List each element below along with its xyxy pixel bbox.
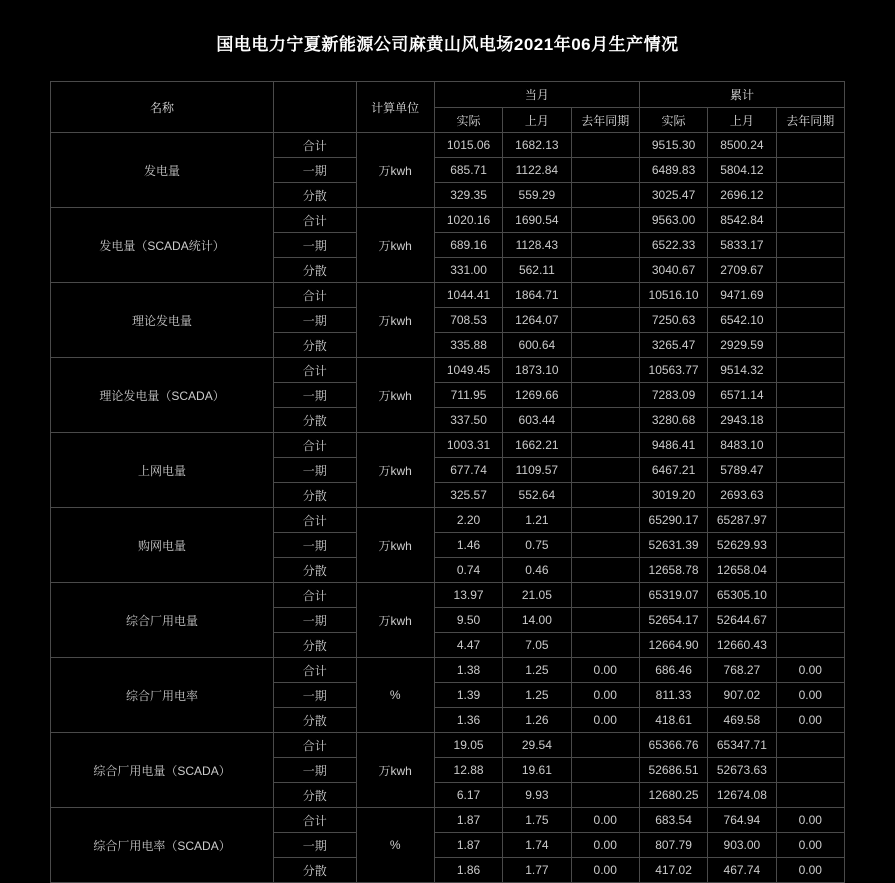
row-subcategory: 分散	[274, 258, 356, 283]
cell-cum-yoy	[776, 208, 844, 233]
row-subcategory: 合计	[274, 658, 356, 683]
cell-cum-actual: 12680.25	[639, 783, 707, 808]
cell-month-actual: 1.86	[434, 858, 502, 883]
row-group-unit: 万kwh	[356, 733, 434, 808]
header-month-last: 上月	[503, 108, 571, 133]
row-subcategory: 合计	[274, 358, 356, 383]
cell-month-actual: 6.17	[434, 783, 502, 808]
row-group-name: 上网电量	[51, 433, 274, 508]
cell-cum-actual: 9515.30	[639, 133, 707, 158]
row-group-unit: %	[356, 658, 434, 733]
cell-month-last: 14.00	[503, 608, 571, 633]
cell-month-yoy	[571, 733, 639, 758]
cell-cum-yoy	[776, 433, 844, 458]
cell-cum-actual: 6467.21	[639, 458, 707, 483]
cell-month-yoy	[571, 608, 639, 633]
cell-cum-actual: 686.46	[639, 658, 707, 683]
cell-cum-last: 52629.93	[708, 533, 776, 558]
row-subcategory: 分散	[274, 558, 356, 583]
cell-cum-actual: 52686.51	[639, 758, 707, 783]
cell-month-actual: 4.47	[434, 633, 502, 658]
cell-cum-last: 8483.10	[708, 433, 776, 458]
table-row	[51, 358, 845, 383]
cell-cum-last: 52644.67	[708, 608, 776, 633]
cell-cum-actual: 7250.63	[639, 308, 707, 333]
row-subcategory: 一期	[274, 758, 356, 783]
cell-month-yoy: 0.00	[571, 808, 639, 833]
cell-month-yoy	[571, 483, 639, 508]
cell-cum-actual: 9563.00	[639, 208, 707, 233]
cell-month-yoy	[571, 358, 639, 383]
cell-cum-yoy	[776, 633, 844, 658]
cell-cum-actual: 6489.83	[639, 158, 707, 183]
cell-month-yoy	[571, 133, 639, 158]
cell-cum-actual: 3265.47	[639, 333, 707, 358]
row-subcategory: 一期	[274, 383, 356, 408]
cell-cum-last: 2943.18	[708, 408, 776, 433]
cell-month-yoy	[571, 558, 639, 583]
cell-cum-actual: 65290.17	[639, 508, 707, 533]
cell-cum-last: 6571.14	[708, 383, 776, 408]
row-subcategory: 合计	[274, 583, 356, 608]
cell-month-actual: 1044.41	[434, 283, 502, 308]
cell-cum-actual: 3025.47	[639, 183, 707, 208]
cell-cum-last: 907.02	[708, 683, 776, 708]
cell-month-last: 1.74	[503, 833, 571, 858]
row-subcategory: 一期	[274, 308, 356, 333]
cell-cum-yoy: 0.00	[776, 658, 844, 683]
cell-cum-actual: 12664.90	[639, 633, 707, 658]
table-row	[51, 583, 845, 608]
cell-month-last: 9.93	[503, 783, 571, 808]
cell-month-actual: 1003.31	[434, 433, 502, 458]
cell-month-last: 1864.71	[503, 283, 571, 308]
cell-month-actual: 685.71	[434, 158, 502, 183]
header-cum-actual: 实际	[639, 108, 707, 133]
row-subcategory: 合计	[274, 283, 356, 308]
cell-month-yoy	[571, 583, 639, 608]
cell-month-last: 1.77	[503, 858, 571, 883]
cell-cum-last: 5789.47	[708, 458, 776, 483]
cell-month-last: 1269.66	[503, 383, 571, 408]
cell-cum-last: 9471.69	[708, 283, 776, 308]
cell-cum-last: 52673.63	[708, 758, 776, 783]
cell-month-actual: 1049.45	[434, 358, 502, 383]
cell-month-yoy: 0.00	[571, 858, 639, 883]
cell-cum-actual: 3019.20	[639, 483, 707, 508]
cell-cum-yoy	[776, 458, 844, 483]
cell-cum-last: 9514.32	[708, 358, 776, 383]
cell-month-last: 1.25	[503, 683, 571, 708]
cell-month-yoy	[571, 408, 639, 433]
table-row	[51, 433, 845, 458]
row-group-name: 综合厂用电率（SCADA）	[51, 808, 274, 883]
cell-month-last: 1128.43	[503, 233, 571, 258]
cell-cum-last: 12658.04	[708, 558, 776, 583]
cell-month-yoy	[571, 783, 639, 808]
row-group-name: 发电量	[51, 133, 274, 208]
cell-cum-actual: 10563.77	[639, 358, 707, 383]
cell-month-yoy	[571, 458, 639, 483]
cell-month-actual: 1.87	[434, 808, 502, 833]
cell-cum-yoy	[776, 133, 844, 158]
cell-month-yoy	[571, 208, 639, 233]
cell-cum-yoy: 0.00	[776, 858, 844, 883]
cell-cum-yoy: 0.00	[776, 833, 844, 858]
cell-cum-last: 903.00	[708, 833, 776, 858]
row-subcategory: 分散	[274, 408, 356, 433]
production-report-table	[50, 81, 845, 883]
cell-cum-last: 467.74	[708, 858, 776, 883]
cell-month-actual: 1.39	[434, 683, 502, 708]
cell-month-yoy: 0.00	[571, 683, 639, 708]
header-cumulative: 累计	[639, 82, 844, 108]
cell-cum-actual: 10516.10	[639, 283, 707, 308]
cell-cum-last: 2709.67	[708, 258, 776, 283]
row-group-unit: 万kwh	[356, 433, 434, 508]
cell-cum-actual: 418.61	[639, 708, 707, 733]
cell-month-last: 1.75	[503, 808, 571, 833]
table-body	[51, 133, 845, 883]
cell-month-last: 1690.54	[503, 208, 571, 233]
table-row	[51, 283, 845, 308]
cell-cum-actual: 6522.33	[639, 233, 707, 258]
cell-cum-yoy	[776, 733, 844, 758]
row-group-name: 理论发电量（SCADA）	[51, 358, 274, 433]
cell-month-actual: 335.88	[434, 333, 502, 358]
table-row	[51, 133, 845, 158]
row-subcategory: 合计	[274, 733, 356, 758]
cell-month-actual: 708.53	[434, 308, 502, 333]
cell-month-yoy	[571, 233, 639, 258]
cell-month-last: 1.21	[503, 508, 571, 533]
row-group-unit: 万kwh	[356, 133, 434, 208]
row-group-name: 发电量（SCADA统计）	[51, 208, 274, 283]
table-header	[51, 82, 845, 133]
header-current-month: 当月	[434, 82, 639, 108]
row-subcategory: 分散	[274, 183, 356, 208]
cell-month-last: 552.64	[503, 483, 571, 508]
cell-cum-yoy	[776, 333, 844, 358]
cell-month-yoy	[571, 433, 639, 458]
row-subcategory: 一期	[274, 458, 356, 483]
row-subcategory: 分散	[274, 483, 356, 508]
cell-cum-yoy	[776, 508, 844, 533]
cell-cum-last: 768.27	[708, 658, 776, 683]
row-subcategory: 分散	[274, 633, 356, 658]
cell-month-actual: 13.97	[434, 583, 502, 608]
header-month-actual: 实际	[434, 108, 502, 133]
row-subcategory: 一期	[274, 608, 356, 633]
cell-month-actual: 1.36	[434, 708, 502, 733]
row-subcategory: 合计	[274, 508, 356, 533]
cell-month-last: 1264.07	[503, 308, 571, 333]
table-row	[51, 658, 845, 683]
cell-month-actual: 1.38	[434, 658, 502, 683]
cell-cum-last: 2693.63	[708, 483, 776, 508]
cell-cum-yoy	[776, 383, 844, 408]
table-row	[51, 208, 845, 233]
cell-month-yoy	[571, 183, 639, 208]
cell-month-last: 1.26	[503, 708, 571, 733]
row-group-name: 理论发电量	[51, 283, 274, 358]
cell-month-actual: 1020.16	[434, 208, 502, 233]
cell-cum-last: 12674.08	[708, 783, 776, 808]
cell-cum-last: 469.58	[708, 708, 776, 733]
cell-cum-yoy: 0.00	[776, 708, 844, 733]
row-subcategory: 合计	[274, 208, 356, 233]
report-table-container	[50, 81, 845, 883]
cell-month-last: 29.54	[503, 733, 571, 758]
cell-cum-yoy	[776, 358, 844, 383]
cell-cum-last: 12660.43	[708, 633, 776, 658]
cell-month-actual: 711.95	[434, 383, 502, 408]
cell-month-last: 0.46	[503, 558, 571, 583]
cell-month-yoy	[571, 533, 639, 558]
cell-cum-last: 5804.12	[708, 158, 776, 183]
cell-month-actual: 325.57	[434, 483, 502, 508]
cell-cum-yoy	[776, 558, 844, 583]
row-subcategory: 合计	[274, 808, 356, 833]
row-subcategory: 合计	[274, 133, 356, 158]
cell-cum-actual: 9486.41	[639, 433, 707, 458]
cell-cum-last: 5833.17	[708, 233, 776, 258]
row-group-name: 综合厂用电量（SCADA）	[51, 733, 274, 808]
cell-month-yoy	[571, 258, 639, 283]
cell-month-actual: 1015.06	[434, 133, 502, 158]
cell-cum-yoy	[776, 583, 844, 608]
cell-month-actual: 0.74	[434, 558, 502, 583]
cell-month-yoy: 0.00	[571, 708, 639, 733]
table-row	[51, 733, 845, 758]
header-cum-last: 上月	[708, 108, 776, 133]
cell-month-last: 19.61	[503, 758, 571, 783]
cell-month-last: 1.25	[503, 658, 571, 683]
cell-month-yoy	[571, 383, 639, 408]
cell-cum-yoy	[776, 308, 844, 333]
cell-cum-last: 8542.84	[708, 208, 776, 233]
row-group-unit: 万kwh	[356, 358, 434, 433]
header-cum-yoy: 去年同期	[776, 108, 844, 133]
row-group-unit: %	[356, 808, 434, 883]
cell-cum-actual: 683.54	[639, 808, 707, 833]
cell-month-actual: 689.16	[434, 233, 502, 258]
cell-cum-yoy	[776, 183, 844, 208]
row-subcategory: 分散	[274, 858, 356, 883]
cell-cum-yoy: 0.00	[776, 808, 844, 833]
row-subcategory: 合计	[274, 433, 356, 458]
cell-cum-yoy	[776, 233, 844, 258]
cell-cum-actual: 3280.68	[639, 408, 707, 433]
cell-cum-actual: 12658.78	[639, 558, 707, 583]
cell-month-last: 1682.13	[503, 133, 571, 158]
cell-month-last: 603.44	[503, 408, 571, 433]
cell-month-actual: 1.46	[434, 533, 502, 558]
header-subrow-spacer	[274, 82, 356, 133]
row-subcategory: 一期	[274, 533, 356, 558]
cell-cum-actual: 65366.76	[639, 733, 707, 758]
row-group-name: 综合厂用电率	[51, 658, 274, 733]
cell-cum-actual: 807.79	[639, 833, 707, 858]
cell-cum-last: 8500.24	[708, 133, 776, 158]
cell-cum-actual: 52654.17	[639, 608, 707, 633]
cell-month-last: 559.29	[503, 183, 571, 208]
header-name: 名称	[51, 82, 274, 133]
header-unit: 计算单位	[356, 82, 434, 133]
cell-cum-actual: 65319.07	[639, 583, 707, 608]
row-subcategory: 一期	[274, 233, 356, 258]
cell-cum-yoy	[776, 608, 844, 633]
cell-cum-actual: 7283.09	[639, 383, 707, 408]
cell-month-last: 1662.21	[503, 433, 571, 458]
cell-month-actual: 12.88	[434, 758, 502, 783]
cell-cum-yoy	[776, 533, 844, 558]
table-row	[51, 808, 845, 833]
cell-month-yoy	[571, 333, 639, 358]
cell-cum-yoy: 0.00	[776, 683, 844, 708]
cell-cum-last: 6542.10	[708, 308, 776, 333]
cell-month-yoy	[571, 633, 639, 658]
cell-month-actual: 2.20	[434, 508, 502, 533]
cell-cum-last: 764.94	[708, 808, 776, 833]
row-group-unit: 万kwh	[356, 283, 434, 358]
cell-month-yoy: 0.00	[571, 658, 639, 683]
cell-month-last: 0.75	[503, 533, 571, 558]
cell-cum-yoy	[776, 283, 844, 308]
page-title: 国电电力宁夏新能源公司麻黄山风电场2021年06月生产情况	[216, 35, 679, 54]
cell-month-last: 1109.57	[503, 458, 571, 483]
row-group-unit: 万kwh	[356, 583, 434, 658]
row-subcategory: 一期	[274, 683, 356, 708]
cell-cum-yoy	[776, 158, 844, 183]
row-subcategory: 分散	[274, 708, 356, 733]
row-group-unit: 万kwh	[356, 508, 434, 583]
table-row	[51, 508, 845, 533]
row-subcategory: 一期	[274, 833, 356, 858]
cell-month-last: 600.64	[503, 333, 571, 358]
cell-month-yoy	[571, 283, 639, 308]
cell-month-last: 7.05	[503, 633, 571, 658]
cell-cum-actual: 52631.39	[639, 533, 707, 558]
cell-cum-actual: 3040.67	[639, 258, 707, 283]
cell-month-actual: 9.50	[434, 608, 502, 633]
row-subcategory: 分散	[274, 333, 356, 358]
cell-month-actual: 329.35	[434, 183, 502, 208]
cell-cum-actual: 811.33	[639, 683, 707, 708]
cell-month-actual: 331.00	[434, 258, 502, 283]
cell-cum-yoy	[776, 758, 844, 783]
cell-month-last: 1873.10	[503, 358, 571, 383]
cell-cum-yoy	[776, 258, 844, 283]
cell-cum-yoy	[776, 783, 844, 808]
cell-cum-actual: 417.02	[639, 858, 707, 883]
row-subcategory: 分散	[274, 783, 356, 808]
cell-cum-yoy	[776, 483, 844, 508]
cell-month-yoy: 0.00	[571, 833, 639, 858]
cell-month-yoy	[571, 508, 639, 533]
cell-month-last: 562.11	[503, 258, 571, 283]
cell-cum-yoy	[776, 408, 844, 433]
cell-month-last: 21.05	[503, 583, 571, 608]
cell-month-yoy	[571, 158, 639, 183]
row-group-name: 购网电量	[51, 508, 274, 583]
cell-month-actual: 19.05	[434, 733, 502, 758]
cell-cum-last: 65305.10	[708, 583, 776, 608]
cell-month-actual: 337.50	[434, 408, 502, 433]
cell-cum-last: 65347.71	[708, 733, 776, 758]
cell-month-last: 1122.84	[503, 158, 571, 183]
cell-cum-last: 2696.12	[708, 183, 776, 208]
cell-cum-last: 65287.97	[708, 508, 776, 533]
row-group-unit: 万kwh	[356, 208, 434, 283]
cell-month-yoy	[571, 758, 639, 783]
cell-month-yoy	[571, 308, 639, 333]
cell-cum-last: 2929.59	[708, 333, 776, 358]
row-group-name: 综合厂用电量	[51, 583, 274, 658]
cell-month-actual: 677.74	[434, 458, 502, 483]
row-subcategory: 一期	[274, 158, 356, 183]
header-month-yoy: 去年同期	[571, 108, 639, 133]
cell-month-actual: 1.87	[434, 833, 502, 858]
